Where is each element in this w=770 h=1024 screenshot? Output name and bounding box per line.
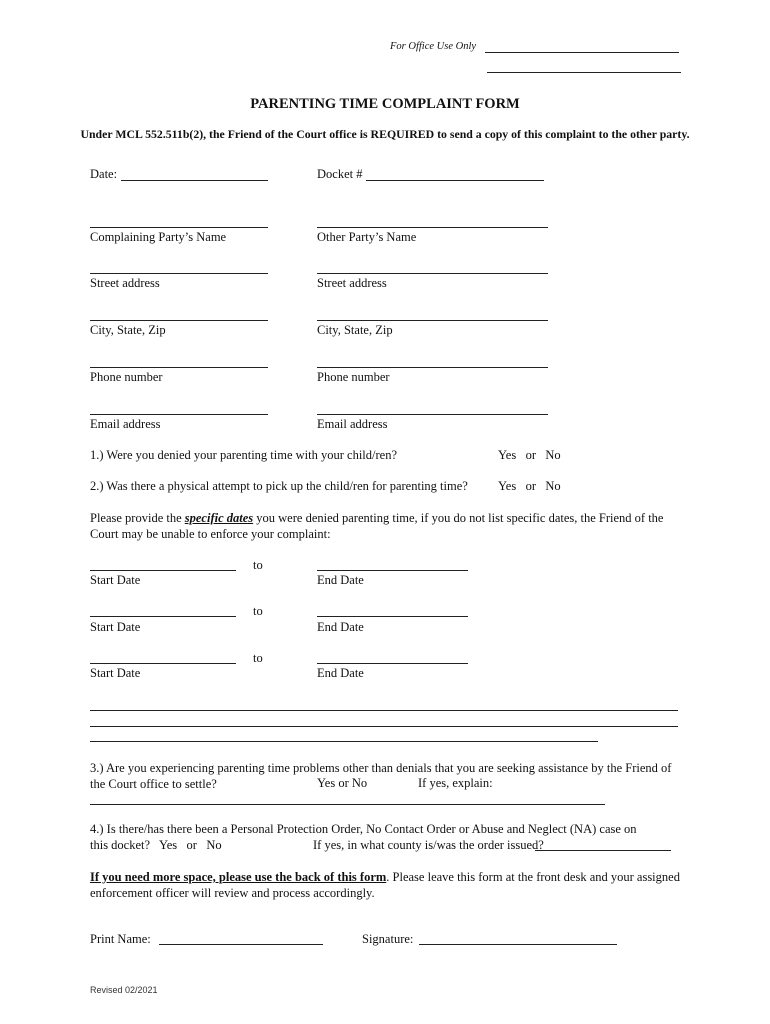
dates-instruction-emphasis: specific dates [184,511,254,525]
to-label-1: to [253,558,263,572]
docket-field[interactable] [366,180,544,181]
end-date-label-1: End Date [317,573,364,587]
question-4-county-field[interactable] [535,850,671,851]
more-space-note [90,869,680,901]
question-3-explain: If yes, explain: [418,776,493,790]
signature-field[interactable] [419,944,617,945]
other-email-label: Email address [317,417,388,431]
date-label: Date: [90,167,118,181]
office-use-label: For Office Use Only [390,41,477,52]
notes-line-3[interactable] [90,741,598,742]
complaining-street-field[interactable] [90,273,268,274]
question-4-options[interactable]: this docket? Yes or No [90,838,222,852]
complaining-phone-field[interactable] [90,367,268,368]
start-date-label-3: Start Date [90,666,141,680]
end-date-field-3[interactable] [317,663,468,664]
question-3-explain-field[interactable] [90,804,605,805]
question-1: 1.) Were you denied your parenting time with your child/ren? [90,448,398,462]
dates-instruction-post: you were denied parenting time, if you do not list specific dates, the Friend of the Court may be unable to enforce your complaint: [90,511,664,541]
revised-date: Revised 02/2021 [90,985,158,995]
notes-line-1[interactable] [90,710,678,711]
print-name-field[interactable] [159,944,323,945]
question-4-county: If yes, in what county is/was the order issued? [313,838,544,852]
other-city-label: City, State, Zip [317,323,393,337]
dates-instruction [90,510,690,542]
to-label-3: to [253,651,263,665]
other-name-field[interactable] [317,227,548,228]
notes-line-2[interactable] [90,726,678,727]
form-subtitle: Under MCL 552.511b(2), the Friend of the Court office is REQUIRED to send a copy of this complaint to the other party. [80,127,690,141]
end-date-field-1[interactable] [317,570,468,571]
end-date-field-2[interactable] [317,616,468,617]
more-space-rest: . Please leave this form at the front desk and your assigned enforcement officer will review and process accordingly. [90,870,680,900]
office-use-line-2[interactable] [487,72,681,73]
other-phone-label: Phone number [317,370,390,384]
dates-instruction-pre: Please provide the [90,511,185,525]
question-2: 2.) Was there a physical attempt to pick up the child/ren for parenting time? [90,479,468,493]
other-city-field[interactable] [317,320,548,321]
start-date-field-3[interactable] [90,663,236,664]
complaining-email-label: Email address [90,417,161,431]
complaining-street-label: Street address [90,276,160,290]
start-date-field-1[interactable] [90,570,236,571]
complaining-city-field[interactable] [90,320,268,321]
complaining-email-field[interactable] [90,414,268,415]
date-field[interactable] [121,180,268,181]
form-title: PARENTING TIME COMPLAINT FORM [250,96,520,112]
question-1-options[interactable]: Yes or No [498,448,561,462]
other-email-field[interactable] [317,414,548,415]
complaining-phone-label: Phone number [90,370,163,384]
question-3-options[interactable]: Yes or No [317,776,368,790]
print-name-label: Print Name: [90,932,151,946]
question-4: 4.) Is there/has there been a Personal Protection Order, No Contact Order or Abuse and Neglect (NA) case on [90,822,637,836]
more-space-emphasis: If you need more space, please use the back of this form [90,870,387,884]
other-phone-field[interactable] [317,367,548,368]
other-street-field[interactable] [317,273,548,274]
complaining-name-field[interactable] [90,227,268,228]
signature-label: Signature: [362,932,414,946]
start-date-label-2: Start Date [90,620,141,634]
docket-label: Docket # [317,167,363,181]
complaining-name-label: Complaining Party’s Name [90,230,227,244]
start-date-field-2[interactable] [90,616,236,617]
end-date-label-2: End Date [317,620,364,634]
complaining-city-label: City, State, Zip [90,323,166,337]
start-date-label-1: Start Date [90,573,141,587]
other-street-label: Street address [317,276,387,290]
other-name-label: Other Party’s Name [317,230,417,244]
office-use-line-1[interactable] [485,52,679,53]
question-2-options[interactable]: Yes or No [498,479,561,493]
end-date-label-3: End Date [317,666,364,680]
question-3: 3.) Are you experiencing parenting time problems other than denials that you are seeking assistance by the Friend of the Court office to settle? [90,761,672,791]
to-label-2: to [253,604,263,618]
